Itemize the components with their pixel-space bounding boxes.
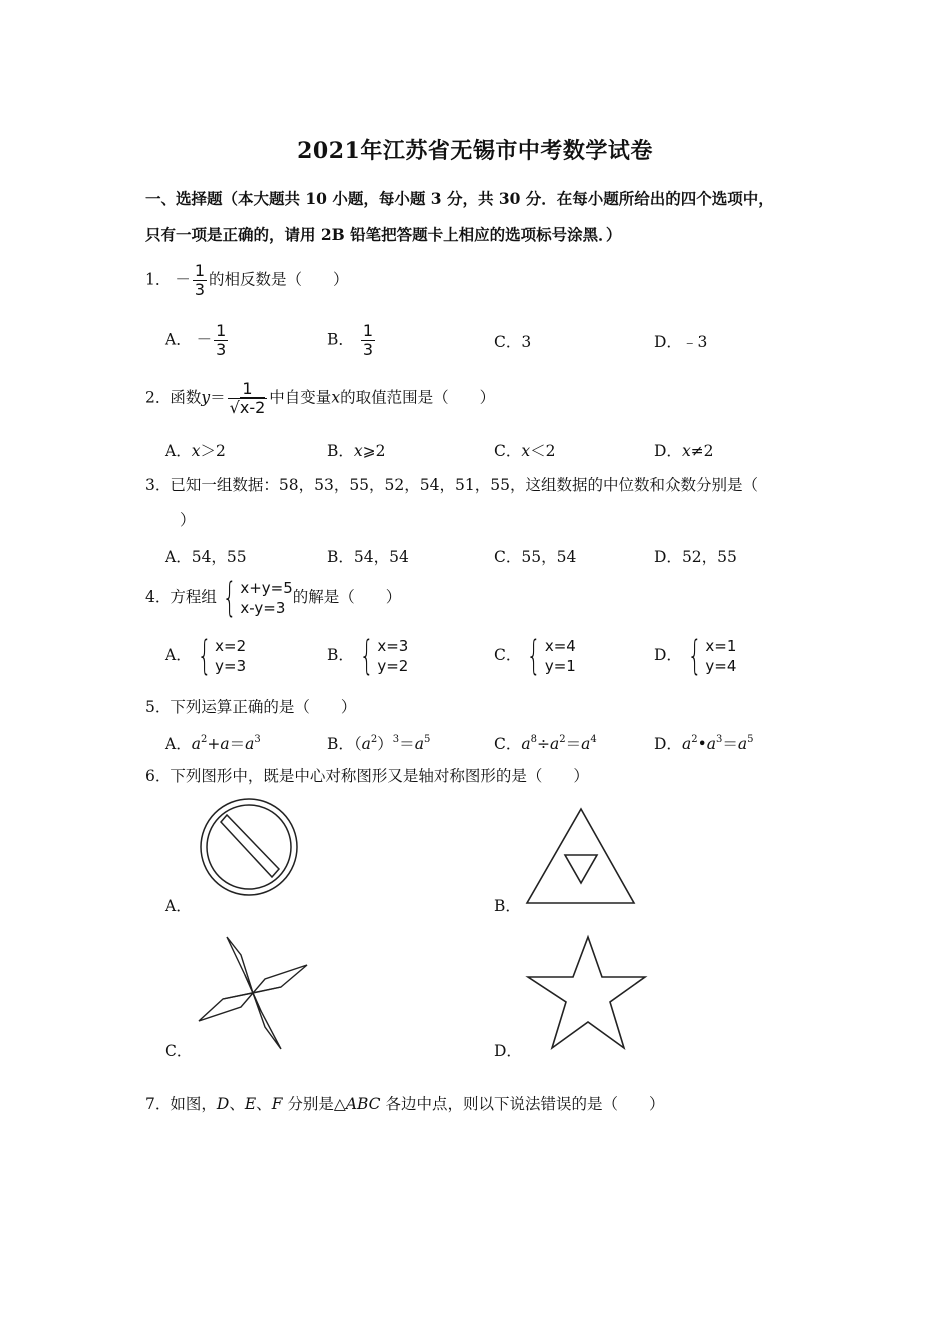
equation-1: x+y=5 [240, 579, 293, 597]
base-a: a [581, 735, 591, 753]
question-number: 7． [145, 1095, 171, 1113]
option-label: C． [494, 646, 522, 664]
question-4 [145, 575, 402, 621]
left-paren: （ [353, 735, 362, 753]
variable-y: y [201, 388, 211, 407]
brace-icon: { [687, 633, 702, 679]
solution-system [682, 633, 737, 679]
variable-x: x [331, 388, 341, 407]
base-a: a [361, 735, 371, 753]
q5-option-a[interactable] [165, 732, 261, 754]
exponent: 5 [423, 734, 431, 745]
question-3-continuation: ） [180, 511, 196, 529]
section-heading-line1: 一、选择题（本大题共 10 小题，每小题 3 分，共 30 分．在每小题所给出的四个选项中， [145, 189, 774, 208]
option-value: ﹣3 [681, 333, 708, 351]
base-a: a [191, 735, 201, 753]
option-relation: ⩾2 [362, 442, 386, 460]
exponent: 4 [590, 734, 597, 745]
option-var: x [521, 442, 531, 460]
option-label: D． [654, 333, 682, 351]
option-label: D． [654, 735, 682, 753]
equals: ＝ [229, 735, 246, 753]
option-label: A． [165, 735, 192, 753]
q4-option-b[interactable] [327, 633, 409, 679]
denominator: 3 [216, 340, 227, 359]
option-label: A． [165, 442, 192, 460]
question-mid: 分别是△ [282, 1095, 346, 1113]
question-1 [145, 262, 349, 299]
question-2 [145, 380, 495, 417]
numerator: 1 [194, 261, 206, 280]
exponent: 2 [691, 734, 698, 745]
brace-icon: { [222, 575, 237, 621]
option-var: x [191, 442, 201, 460]
option-value: 3 [521, 333, 532, 351]
solution-row-2: y=3 [215, 657, 247, 675]
q5-option-d[interactable] [654, 732, 753, 754]
option-label: C． [494, 548, 522, 566]
q2-option-a[interactable] [165, 439, 226, 461]
fraction [228, 380, 268, 417]
exponent: 3 [254, 734, 261, 745]
solution-row-1: x=1 [705, 637, 737, 655]
option-value: 55，54 [521, 548, 577, 566]
option-label: B． [327, 735, 354, 753]
option-label: C． [494, 442, 522, 460]
equals: ＝ [210, 388, 226, 407]
base-a: a [220, 735, 230, 753]
question-number: 5． [145, 698, 171, 716]
q4-option-a[interactable] [165, 633, 247, 679]
point-e: E [244, 1095, 257, 1113]
minus-sign: － [175, 270, 191, 289]
exponent: 3 [392, 734, 400, 745]
option-label: B． [327, 442, 354, 460]
question-prefix: 方程组 [170, 588, 217, 606]
option-label: D． [654, 646, 682, 664]
base-a: a [706, 735, 716, 753]
question-number: 2． [145, 388, 171, 407]
fraction [193, 262, 207, 299]
five-pointed-star-icon[interactable] [524, 934, 650, 1052]
q6-option-a-label[interactable]: A． [165, 897, 192, 915]
q3-option-c[interactable] [494, 545, 576, 567]
q6-option-d-label[interactable]: D． [494, 1042, 522, 1060]
no-entry-sign-icon[interactable] [195, 797, 307, 897]
denominator: 3 [194, 280, 206, 299]
base-a: a [245, 735, 255, 753]
section-heading-line2: 只有一项是正确的，请用 2B 铅笔把答题卡上相应的选项标号涂黑．） [145, 225, 622, 244]
question-text: 下列运算正确的是（ ） [170, 698, 357, 716]
option-label: B． [327, 646, 354, 664]
option-label: D． [654, 548, 682, 566]
question-number: 4． [145, 588, 171, 606]
option-label: A． [165, 548, 192, 566]
solution-system [192, 633, 247, 679]
point-d: D [216, 1095, 230, 1113]
solution-system [354, 633, 409, 679]
q2-option-c[interactable] [494, 439, 556, 461]
exponent: 2 [200, 734, 208, 745]
base-a: a [737, 735, 748, 753]
q3-option-a[interactable] [165, 545, 247, 567]
triangle-name: ABC [345, 1095, 381, 1113]
exponent: 3 [715, 734, 723, 745]
question-number: 6． [145, 767, 171, 785]
option-var: x [681, 442, 691, 460]
q2-option-b[interactable] [327, 439, 386, 461]
exponent: 8 [530, 734, 537, 745]
base-a: a [681, 735, 692, 753]
question-suffix: 的解是（ ） [292, 588, 402, 606]
option-label: B． [327, 548, 354, 566]
solution-row-1: x=3 [377, 637, 409, 655]
base-a: a [414, 735, 424, 753]
option-var: x [353, 442, 363, 460]
brace-icon: { [527, 633, 542, 679]
question-6 [145, 766, 589, 786]
radical-icon: √ [229, 398, 240, 417]
option-value: 54，55 [191, 548, 247, 566]
q1-option-d[interactable] [654, 330, 707, 352]
question-number: 3． [145, 476, 171, 494]
q1-option-a[interactable] [165, 322, 230, 359]
exponent: 2 [559, 734, 566, 745]
option-relation: ＞2 [200, 442, 226, 460]
solution-row-2: y=1 [544, 657, 576, 675]
option-relation: ≠2 [690, 442, 714, 460]
page-title: 2021年江苏省无锡市中考数学试卷 [297, 138, 653, 164]
equation-system [217, 575, 293, 621]
q3-option-b[interactable] [327, 545, 409, 567]
triangle-in-triangle-icon[interactable] [524, 807, 638, 907]
solution-row-1: x=4 [544, 637, 576, 655]
question-7 [145, 1094, 664, 1114]
q4-option-d[interactable] [654, 633, 737, 679]
minus-sign: － [196, 330, 213, 349]
solution-row-2: y=2 [377, 657, 409, 675]
equals: ＝ [399, 735, 415, 753]
question-suffix: 的取值范围是（ ） [340, 388, 496, 407]
numerator: 1 [216, 321, 227, 340]
q5-option-b[interactable] [327, 732, 430, 754]
denominator: 3 [362, 340, 374, 359]
base-a: a [550, 735, 560, 753]
question-mid: 中自变量 [269, 388, 332, 407]
option-label: C． [494, 333, 522, 351]
separator: 、 [256, 1095, 272, 1113]
exponent: 2 [370, 734, 378, 745]
fraction [361, 322, 375, 359]
question-text: 下列图形中，既是中心对称图形又是轴对称图形的是（ ） [170, 767, 589, 785]
question-3 [145, 475, 758, 495]
denominator [228, 399, 268, 417]
question-prefix: 函数 [170, 388, 202, 407]
option-value: 54，54 [353, 548, 409, 566]
q5-option-c[interactable] [494, 732, 597, 754]
numerator: 1 [228, 380, 268, 399]
option-label: A． [165, 646, 192, 664]
equals: ＝ [565, 735, 582, 753]
q6-option-c-label[interactable]: C． [165, 1042, 193, 1060]
brace-icon: { [197, 633, 212, 679]
solution-row-1: x=2 [215, 637, 247, 655]
q1-option-b[interactable] [327, 322, 377, 359]
divide-op: ÷ [537, 735, 550, 753]
option-value: 52，55 [681, 548, 737, 566]
equation-2: x-y=3 [240, 599, 286, 617]
fraction [214, 322, 228, 359]
option-label: A． [165, 330, 192, 349]
numerator: 1 [362, 321, 374, 340]
q4-option-c[interactable] [494, 633, 576, 679]
plus-op: + [207, 735, 221, 753]
pinwheel-icon[interactable] [195, 935, 311, 1051]
question-number: 1． [145, 270, 171, 289]
solution-row-2: y=4 [705, 657, 737, 675]
option-label: B． [327, 330, 354, 349]
question-suffix: 各边中点，则以下说法错误的是（ ） [380, 1095, 665, 1113]
question-5 [145, 697, 356, 717]
option-relation: ＜2 [530, 442, 556, 460]
question-text: 已知一组数据：58，53，55，52，54，51，55，这组数据的中位数和众数分别是（ [170, 476, 758, 494]
equals: ＝ [722, 735, 738, 753]
solution-system [521, 633, 576, 679]
radicand: x-2 [239, 398, 266, 417]
q2-option-d[interactable] [654, 439, 714, 461]
q3-option-d[interactable] [654, 545, 737, 567]
q1-option-c[interactable] [494, 330, 531, 352]
multiply-op: • [697, 735, 707, 753]
brace-icon: { [359, 633, 374, 679]
question-text: 的相反数是（ ） [209, 270, 349, 289]
q6-option-b-label[interactable]: B． [494, 897, 521, 915]
option-label: C． [494, 735, 522, 753]
separator: 、 [229, 1095, 245, 1113]
option-label: D． [654, 442, 682, 460]
question-prefix: 如图， [170, 1095, 217, 1113]
base-a: a [521, 735, 531, 753]
right-paren: ） [377, 735, 393, 753]
exponent: 5 [747, 734, 754, 745]
point-f: F [271, 1095, 283, 1113]
